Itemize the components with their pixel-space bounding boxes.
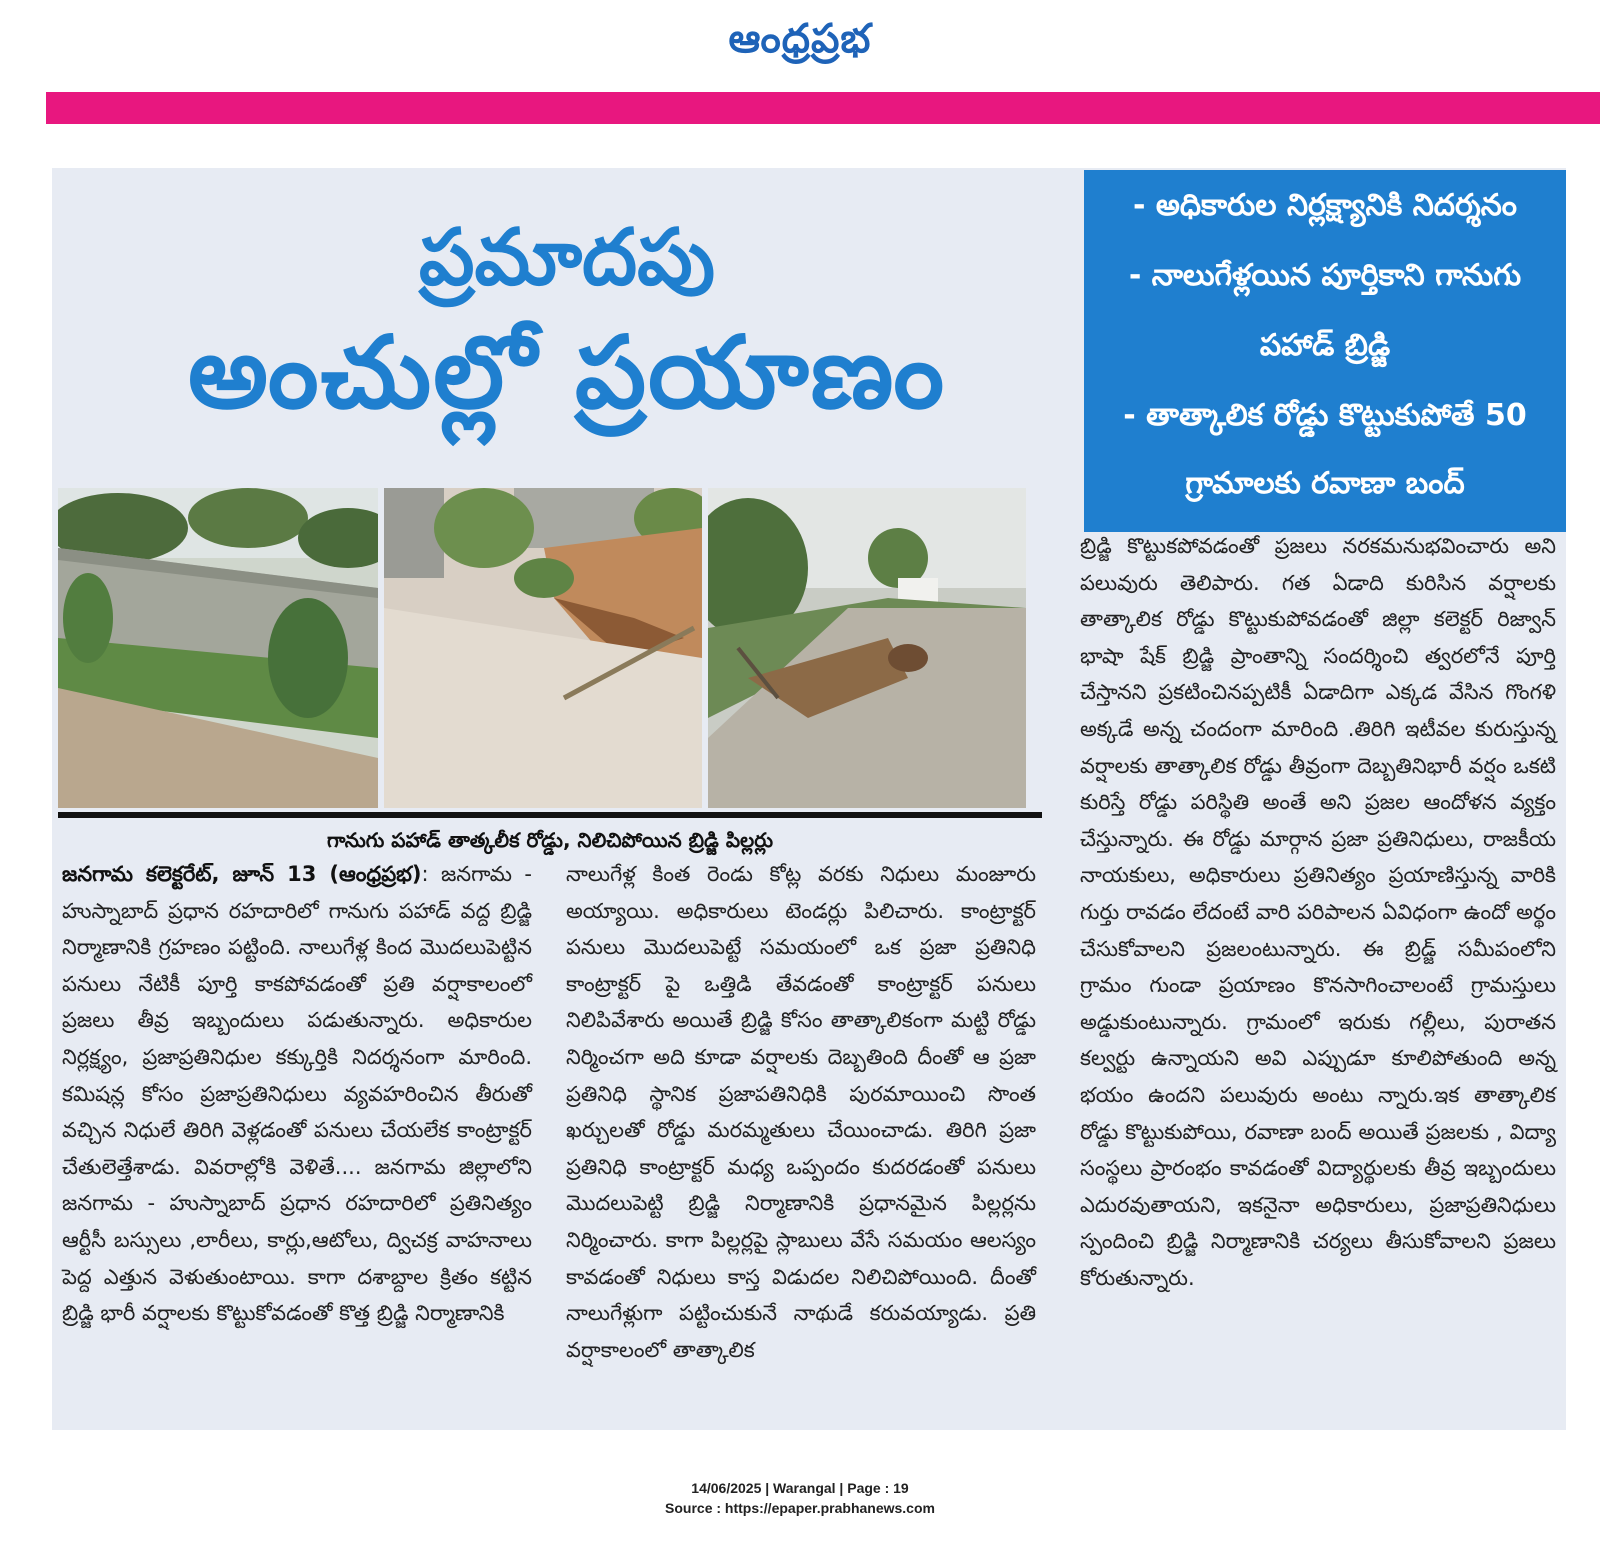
- footer-date-edition: 14/06/2025 | Warangal | Page : 19: [691, 1480, 909, 1496]
- article-column-3: బ్రిడ్జి కొట్టుకపోవడంతో ప్రజలు నరకమనుభవించారు అని పలువురు తెలిపారు. గత ఏడాది కురిసిన వర్షాలకు తాత్కాలిక రోడ్డు కొట్టుకుపోవడంతో జిల్లా కలెక్టర్ రిజ్వాన్ భాషా షేక్ బ్రిడ్జి ప్రాంతాన్ని సందర్శించి త్వరలోనే పూర్తి చేస్తానని ప్రకటించినప్పటికీ ఏడాదిగా ఎక్కడ వేసిన గొంగళి అక్కడే అన్న చందంగా మారింది .తిరిగి ఇటీవల కురుస్తున్న వర్షాలకు తాత్కాలిక రోడ్డు తీవ్రంగా దెబ్బతినిభారీ వర్షం ఒకటి కురిస్తే రోడ్డు పరిస్థితి అంతే అని ప్రజల ఆందోళన వ్యక్తం చేస్తున్నారు. ఈ రోడ్డు మార్గాన ప్రజా ప్రతినిధులు, రాజకీయ నాయకులు, అధికారులు ప్రతినిత్యం ప్రయాణిస్తున్న వారికి గుర్తు రావడం లేదంటే వారి పరిపాలన ఏవిధంగా ఉందో అర్థం చేసుకోవాలని ప్రజలంటున్నారు. ఈ బ్రిడ్జ్ సమీపంలోని గ్రామం గుండా ప్రయాణం కొనసాగించాలంటే గ్రామస్తులు అడ్డుకుంటున్నారు. గ్రామంలో ఇరుకు గల్లీలు, పురాతన కల్వర్టు ఉన్నాయని అవి ఎప్పుడూ కూలిపోతుంది అన్న భయం ఉందని పలువురు అంటు న్నారు.ఇక తాత్కాలిక రోడ్డు కొట్టుకుపోయి, రవాణా బంద్ అయితే ప్రజలకు , విద్యా సంస్థలు ప్రారంభం కావడంతో విద్యార్థులకు తీవ్ర ఇబ్బందులు ఎదురవుతాయని, ఇకనైనా అధికారులు, ప్రజాప్రతినిధులు స్పందించి బ్రిడ్జి నిర్మాణానికి చర్యలు తీసుకోవాలని ప్రజలు కోరుతున్నారు.: [1080, 534, 1556, 1290]
- photo-bottom-rule: [58, 812, 1042, 818]
- subheadline-2: - నాలుగేళ్లయిన పూర్తికాని గానుగు: [1128, 258, 1522, 293]
- masthead-name: ఆంధ్రప్రభ: [728, 16, 872, 62]
- subheadline-3: - తాత్కాలిక రోడ్డు కొట్టుకుపోతే 50: [1123, 398, 1527, 433]
- article-column-2: నాలుగేళ్ల కింత రెండు కోట్ల వరకు నిధులు మంజూరు అయ్యాయి. అధికారులు టెండర్లు పిలిచారు. కాంట్రాక్టర్ పనులు మొదలుపెట్టే సమయంలో ఒక ప్రజా ప్రతినిధి కాంట్రాక్టర్ పై ఒత్తిడి తేవడంతో కాంట్రాక్టర్ పనులు నిలిపివేశారు అయితే బ్రిడ్జి కోసం తాత్కాలికంగా మట్టి రోడ్డు నిర్మించగా అది కూడా వర్షాలకు దెబ్బతింది దీంతో ఆ ప్రజా ప్రతినిధి స్థానిక ప్రజాపతినిధికి పురమాయించి సొంత ఖర్చులతో రోడ్డు మరమ్మతులు చేయించాడు. తిరిగి ప్రజా ప్రతినిధి కాంట్రాక్టర్ మధ్య ఒప్పందం కుదరడంతో పనులు మొదలుపెట్టి బ్రిడ్జి నిర్మాణానికి ప్రధానమైన పిల్లర్లను నిర్మించారు. కాగా పిల్లర్లపై స్లాబులు వేసే సమయం ఆలస్యం కావడంతో నిధులు కాస్త విడుదల నిలిచిపోయింది. దీంతో నాలుగేళ్లుగా పట్టించుకునే నాథుడే కరువయ్యాడు. ప్రతి వర్షాకాలంలో తాత్కాలిక: [566, 862, 1036, 1362]
- photo-strip: [58, 488, 1042, 818]
- footer-source: Source : https://epaper.prabhanews.com: [665, 1500, 935, 1516]
- headline-line-1: ప్రమాదపు: [419, 213, 715, 303]
- article-block: [52, 168, 1566, 1430]
- pink-header-band: [46, 92, 1600, 124]
- article-column-1-text: : జనగామ - హుస్నాబాద్ ప్రధాన రహదారిలో గానుగు పహాడ్ వద్ద బ్రిడ్జి నిర్మాణానికి గ్రహణం పట్టింది. నాలుగేళ్ల కింద మొదలుపెట్టిన పనులు నేటికీ పూర్తి కాకపోవడంతో ప్రతి వర్షాకాలంలో ప్రజలు తీవ్ర ఇబ్బందులు పడుతున్నారు. అధికారుల నిర్లక్ష్యం, ప్రజాప్రతినిధుల కక్కుర్తికి నిదర్శనంగా మారింది. కమిషన్ల కోసం ప్రజాప్రతినిధులు వ్యవహరించిన తీరుతో వచ్చిన నిధులే తిరిగి వెళ్లడంతో పనులు చేయలేక కాంట్రాక్టర్ చేతులెత్తేశాడు. వివరాల్లోకి వెళితే.... జనగామ జిల్లాలోని జనగామ - హుస్నాబాద్ ప్రధాన రహదారిలో ప్రతినిత్యం ఆర్టీసీ బస్సులు ,లారీలు, కార్లు,ఆటోలు, ద్విచక్ర వాహనాలు పెద్ద ఎత్తున వెళుతుంటాయి. కాగా దశాబ్దాల క్రితం కట్టిన బ్రిడ్జి భారీ వర్షాలకు కొట్టుకోవడంతో కొత్త బ్రిడ్జి నిర్మాణానికి: [62, 862, 532, 1326]
- subheadline-1: - అధికారుల నిర్లక్ష్యానికి నిదర్శనం: [1132, 188, 1518, 223]
- dateline: జనగామ కలెక్టరేట్, జూన్ 13 (ఆంధ్రప్రభ): [62, 862, 422, 886]
- photo-caption: గానుగు పహాడ్ తాత్కలీక రోడ్డు, నిలిచిపోయిన బ్రిడ్జి పిల్లర్లు: [327, 828, 773, 852]
- subheadline-box: [1084, 170, 1566, 532]
- photo-collapsed-road: [384, 488, 702, 808]
- subheadline-2-cont: పహాడ్ బ్రిడ్జి: [1259, 328, 1391, 363]
- page-footer: [0, 1478, 1600, 1518]
- photo-road-with-truck: [708, 488, 1026, 808]
- photo-roadside-wall: [58, 488, 378, 808]
- article-column-1: [62, 856, 532, 1332]
- masthead-logo: [670, 4, 930, 76]
- subheadline-3-cont: గ్రామాలకు రవాణా బంద్: [1185, 466, 1465, 501]
- headline: [52, 208, 1082, 438]
- headline-line-2: అంచుల్లో ప్రయాణం: [187, 314, 947, 431]
